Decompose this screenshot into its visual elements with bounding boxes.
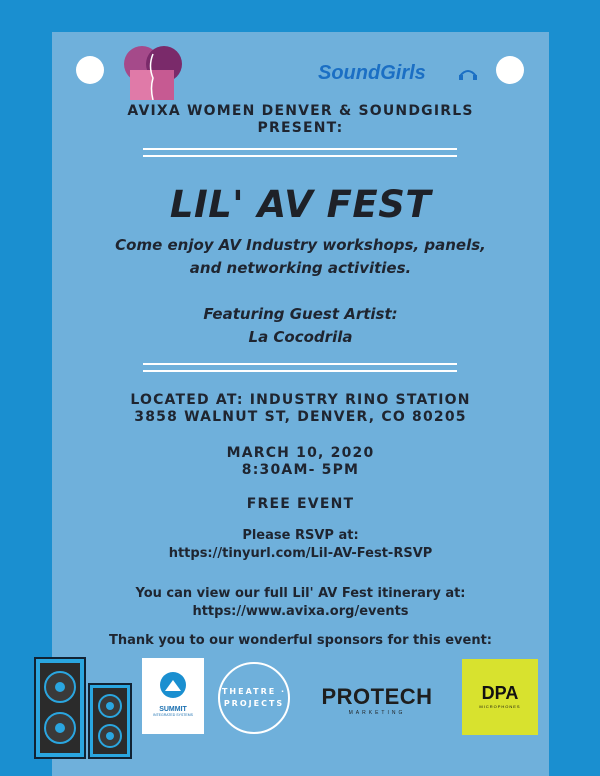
soundgirls-logo: SoundGirls [318,62,426,84]
tagline-line-1: Come enjoy AV Industry workshops, panels, [115,236,486,254]
rsvp-label: Please RSVP at: [242,528,359,543]
itinerary-link[interactable]: https://www.avixa.org/events [192,604,409,619]
present-text: PRESENT: [257,120,344,136]
free-event-label: FREE EVENT [246,496,355,512]
summit-name: SUMMIT [159,706,187,713]
featuring-label: Featuring Guest Artist: [203,305,398,323]
summit-logo [142,658,204,734]
summit-sub: INTEGRATED SYSTEMS [153,713,193,717]
protech-name: PROTECH [321,684,433,709]
theatre-projects-text: THEATRE · PROJECTS [221,687,287,708]
event-date: MARCH 10, 2020 [226,445,375,461]
location-line-1: LOCATED AT: INDUSTRY RINO STATION [130,392,471,408]
punch-hole-right [496,56,524,84]
speakers-icon [33,656,133,760]
artist-name: La Cocodrila [248,328,353,346]
divider-bottom [143,363,457,372]
itinerary-label: You can view our full Lil' AV Fest itinerary at: [135,586,466,601]
protech-logo [312,684,442,716]
event-time: 8:30AM- 5PM [241,462,360,478]
dpa-name: DPA [481,683,519,703]
mountain-icon [160,672,186,698]
avixa-women-logo [120,44,186,100]
theatre-projects-logo [218,662,290,734]
dpa-logo [462,659,538,735]
dpa-sub: MICROPHONES [479,704,521,709]
headphones-icon [458,66,478,80]
presenters-text: AVIXA WOMEN DENVER & SOUNDGIRLS [127,103,474,119]
event-title: LIL' AV FEST [169,183,432,226]
divider-top [143,148,457,157]
protech-sub: MARKETING [348,710,406,716]
location-line-2: 3858 WALNUT ST, DENVER, CO 80205 [134,409,467,425]
punch-hole-left [76,56,104,84]
sponsors-label: Thank you to our wonderful sponsors for this event: [109,633,492,648]
rsvp-link[interactable]: https://tinyurl.com/Lil-AV-Fest-RSVP [168,546,433,561]
tagline-line-2: and networking activities. [189,259,412,277]
